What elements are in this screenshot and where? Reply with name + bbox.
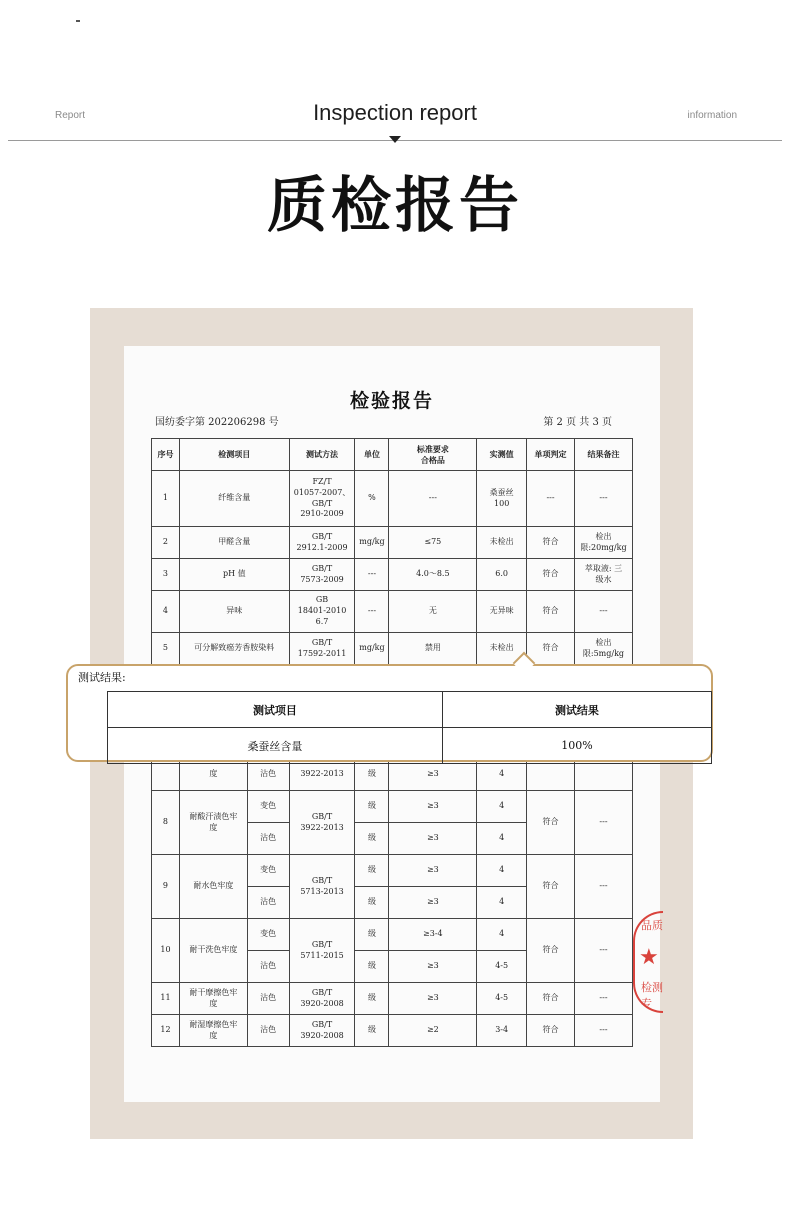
- unit: 级: [355, 791, 389, 823]
- requirement: ---: [389, 471, 477, 527]
- judgement: 符合: [527, 527, 575, 559]
- remark: ---: [574, 855, 632, 919]
- requirement: ≥3: [389, 791, 477, 823]
- measured-value: 4: [477, 887, 527, 919]
- row-number: 9: [152, 855, 180, 919]
- document-ref: 国纺委字第 202206298 号: [155, 417, 279, 428]
- col-header: 检测项目: [179, 439, 289, 471]
- measured-value: 未检出: [477, 633, 527, 665]
- requirement: ≥3: [389, 983, 477, 1015]
- table-row: [152, 791, 633, 823]
- unit: 级: [355, 983, 389, 1015]
- header-left-label: Report: [55, 110, 86, 121]
- unit: 级: [355, 758, 389, 791]
- remark: ---: [574, 1015, 632, 1047]
- table-row: [152, 983, 633, 1015]
- test-method: GB/T 5713-2013: [289, 855, 355, 919]
- unit: 级: [355, 823, 389, 855]
- col-header: 实测值: [477, 439, 527, 471]
- requirement: ≥3: [389, 855, 477, 887]
- test-item: 耐干摩擦色牢 度: [179, 983, 247, 1015]
- sub-item: 沾色: [247, 983, 289, 1015]
- unit: 级: [355, 887, 389, 919]
- test-item: 度: [179, 758, 247, 791]
- test-item: 耐水色牢度: [179, 855, 247, 919]
- requirement: ≥3: [389, 887, 477, 919]
- row-number: 2: [152, 527, 180, 559]
- requirement: ≥3: [389, 951, 477, 983]
- test-item: pH 值: [179, 559, 289, 591]
- col-header: 结果备注: [574, 439, 632, 471]
- unit: 级: [355, 1015, 389, 1047]
- sub-item: 变色: [247, 919, 289, 951]
- test-method: FZ/T 01057-2007、 GB/T 2910-2009: [289, 471, 355, 527]
- remark: ---: [574, 791, 632, 855]
- remark: ---: [574, 471, 632, 527]
- row-number: 8: [152, 791, 180, 855]
- unit: 级: [355, 855, 389, 887]
- row-number: 3: [152, 559, 180, 591]
- test-item: 可分解致癌芳香胺染料: [179, 633, 289, 665]
- test-method: GB/T 3922-2013: [289, 791, 355, 855]
- test-item: 耐酸汗渍色牢 度: [179, 791, 247, 855]
- sub-item: 沾色: [247, 823, 289, 855]
- measured-value: 4: [477, 919, 527, 951]
- col-header: 测试方法: [289, 439, 355, 471]
- table-row: [152, 1015, 633, 1047]
- row-number: 5: [152, 633, 180, 665]
- main-title: 质检报告: [267, 171, 523, 241]
- sub-item: 沾色: [247, 887, 289, 919]
- judgement: 符合: [527, 591, 575, 633]
- requirement: ≥3: [389, 758, 477, 791]
- col-header: 标准要求 合格品: [389, 439, 477, 471]
- judgement: 符合: [527, 1015, 575, 1047]
- stamp-text-top: 品质: [641, 919, 663, 932]
- test-item: 异味: [179, 591, 289, 633]
- requirement: ≥2: [389, 1015, 477, 1047]
- star-icon: ★: [639, 945, 659, 970]
- measured-value: 6.0: [477, 559, 527, 591]
- measured-value: 未检出: [477, 527, 527, 559]
- sub-item: 变色: [247, 791, 289, 823]
- test-item: 耐湿摩擦色牢 度: [179, 1015, 247, 1047]
- remark: ---: [574, 983, 632, 1015]
- unit: 级: [355, 951, 389, 983]
- judgement: 符合: [527, 919, 575, 983]
- sub-item: 沾色: [247, 758, 289, 791]
- sub-item: 沾色: [247, 1015, 289, 1047]
- table-row: [152, 527, 633, 559]
- table-row: [152, 919, 633, 951]
- stamp-text-bottom: 检测专: [641, 981, 663, 1010]
- test-method: GB/T 5711-2015: [289, 919, 355, 983]
- requirement: 禁用: [389, 633, 477, 665]
- decorative-dot: [76, 20, 80, 22]
- result-head-result: 测试结果: [442, 692, 711, 728]
- unit: %: [355, 471, 389, 527]
- judgement: 符合: [527, 983, 575, 1015]
- test-item: 甲醛含量: [179, 527, 289, 559]
- inspection-stamp: [633, 911, 663, 1013]
- unit: ---: [355, 591, 389, 633]
- measured-value: 桑蚕丝 100: [477, 471, 527, 527]
- header-arrow-icon: [389, 136, 401, 143]
- requirement: ≤75: [389, 527, 477, 559]
- requirement: 4.0～8.5: [389, 559, 477, 591]
- row-number: 12: [152, 1015, 180, 1047]
- header-title: Inspection report: [313, 100, 477, 125]
- table-row: [152, 633, 633, 665]
- test-item: 纤维含量: [179, 471, 289, 527]
- row-number: 11: [152, 983, 180, 1015]
- result-table: [107, 691, 712, 764]
- measured-value: 4: [477, 855, 527, 887]
- col-header: 单项判定: [527, 439, 575, 471]
- test-method: GB/T 7573-2009: [289, 559, 355, 591]
- judgement: 符合: [527, 791, 575, 855]
- remark: 检出 限:5mg/kg: [574, 633, 632, 665]
- test-method: GB/T 17592-2011: [289, 633, 355, 665]
- unit: ---: [355, 559, 389, 591]
- remark: ---: [574, 591, 632, 633]
- unit: mg/kg: [355, 633, 389, 665]
- measured-value: 4: [477, 823, 527, 855]
- measured-value: 4: [477, 758, 527, 791]
- remark: 检出 限:20mg/kg: [574, 527, 632, 559]
- remark: 萃取液: 三 级水: [574, 559, 632, 591]
- measured-value: 4-5: [477, 983, 527, 1015]
- document-page: 第 2 页 共 3 页: [543, 417, 612, 428]
- row-number: 10: [152, 919, 180, 983]
- requirement: ≥3: [389, 823, 477, 855]
- measured-value: 4: [477, 791, 527, 823]
- table-header-row: [152, 439, 633, 471]
- result-item: 桑蚕丝含量: [108, 728, 443, 764]
- measured-value: 3-4: [477, 1015, 527, 1047]
- judgement: ---: [527, 471, 575, 527]
- test-method: GB 18401-2010 6.7: [289, 591, 355, 633]
- unit: 级: [355, 919, 389, 951]
- measured-value: 4-5: [477, 951, 527, 983]
- test-item: 耐干洗色牢度: [179, 919, 247, 983]
- judgement: 符合: [527, 559, 575, 591]
- test-method: 3922-2013: [289, 758, 355, 791]
- document-title: 检验报告: [349, 390, 434, 412]
- col-header: 序号: [152, 439, 180, 471]
- row-number: 4: [152, 591, 180, 633]
- sub-item: 沾色: [247, 951, 289, 983]
- popup-label: 测试结果:: [78, 671, 126, 684]
- col-header: 单位: [355, 439, 389, 471]
- result-value: 100%: [442, 728, 711, 764]
- judgement: 符合: [527, 633, 575, 665]
- result-head-item: 测试项目: [108, 692, 443, 728]
- judgement: 符合: [527, 855, 575, 919]
- test-method: GB/T 3920-2008: [289, 983, 355, 1015]
- requirement: 无: [389, 591, 477, 633]
- requirement: ≥3-4: [389, 919, 477, 951]
- test-method: GB/T 2912.1-2009: [289, 527, 355, 559]
- measured-value: 无异味: [477, 591, 527, 633]
- sub-item: 变色: [247, 855, 289, 887]
- test-method: GB/T 3920-2008: [289, 1015, 355, 1047]
- unit: mg/kg: [355, 527, 389, 559]
- header-right-label: information: [687, 110, 737, 121]
- table-row: [152, 471, 633, 527]
- table-row: [152, 591, 633, 633]
- table-row: [152, 855, 633, 887]
- row-number: 1: [152, 471, 180, 527]
- remark: ---: [574, 919, 632, 983]
- table-row: [152, 559, 633, 591]
